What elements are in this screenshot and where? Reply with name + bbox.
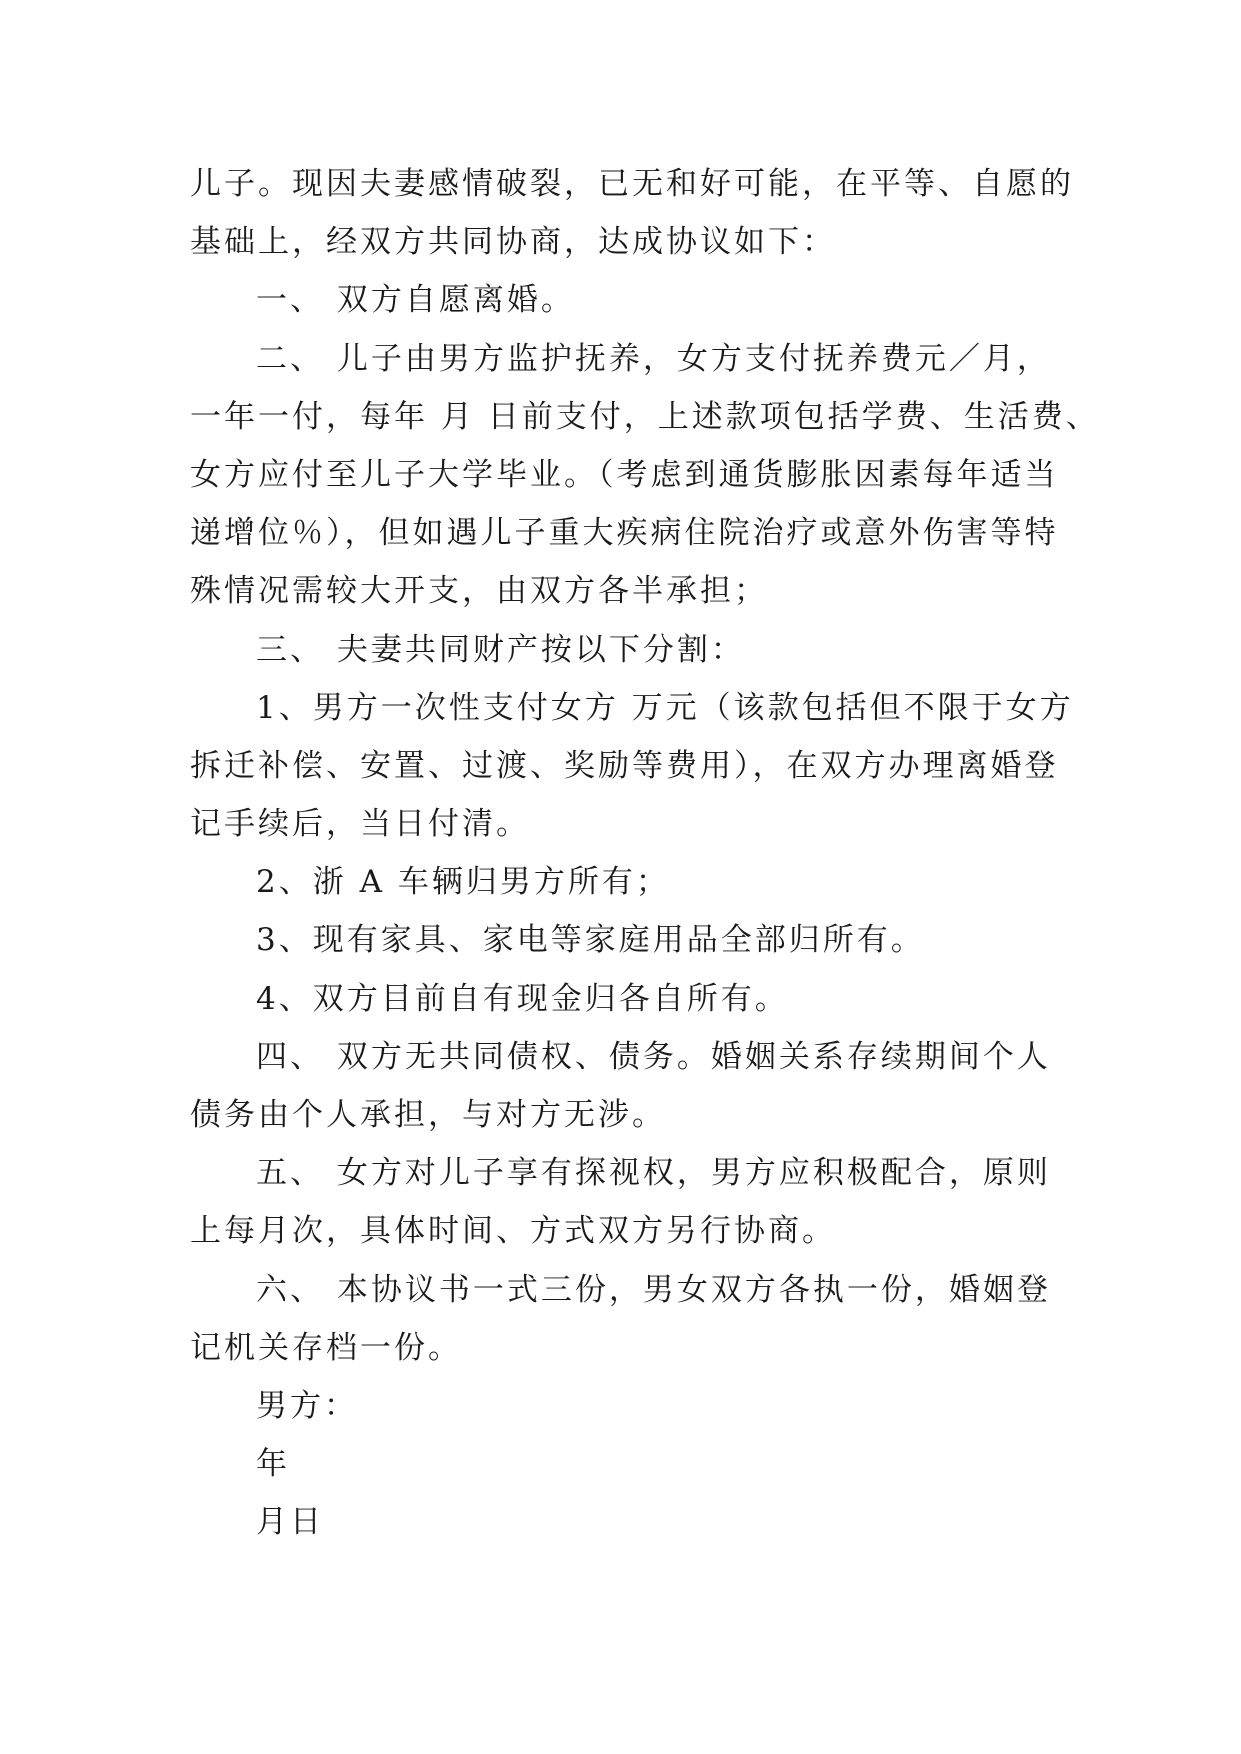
- text-line: 基础上，经双方共同协商，达成协议如下：: [190, 224, 836, 261]
- text-line: 四、 双方无共同债权、债务。婚姻关系存续期间个人: [256, 1038, 1051, 1075]
- text-line: 男方：: [256, 1387, 358, 1424]
- text-line: 债务由个人承担，与对方无涉。: [190, 1097, 666, 1133]
- text-line: 1、男方一次性支付女方 万元（该款包括但不限于女方: [256, 689, 1074, 726]
- text-line: 儿子。现因夫妻感情破裂，已无和好可能，在平等、自愿的: [190, 166, 1074, 202]
- text-line: 六、 本协议书一式三份，男女双方各执一份，婚姻登: [256, 1271, 1051, 1308]
- text-line: 4、双方目前自有现金归各自所有。: [256, 980, 789, 1017]
- text-line: 记机关存档一份。: [190, 1329, 462, 1366]
- text-line: 一年一付，每年 月 日前支付，上述款项包括学费、生活费、: [190, 398, 1100, 435]
- text-line: 拆迁补偿、安置、过渡、奖励等费用），在双方办理离婚登: [190, 747, 1059, 784]
- text-line: 女方应付至儿子大学毕业。（考虑到通货膨胀因素每年适当: [190, 456, 1059, 493]
- text-line: 殊情况需较大开支，由双方各半承担；: [190, 573, 768, 610]
- text-line: 一、 双方自愿离婚。: [256, 282, 575, 319]
- text-line: 递增位％），但如遇儿子重大疾病住院治疗或意外伤害等特: [190, 515, 1059, 552]
- agreement-body: [190, 155, 1100, 1552]
- text-line: 3、现有家具、家电等家庭用品全部归所有。: [256, 922, 925, 959]
- text-line: 记手续后，当日付清。: [190, 806, 530, 843]
- text-line: 月日: [256, 1504, 324, 1541]
- text-line: 2、浙 A 车辆归男方所有；: [256, 864, 670, 901]
- text-line: 三、 夫妻共同财产按以下分割：: [256, 631, 745, 668]
- text-line: 年: [256, 1446, 290, 1483]
- text-line: 五、 女方对儿子享有探视权，男方应积极配合，原则: [256, 1155, 1051, 1192]
- text-line: 二、 儿子由男方监护抚养，女方支付抚养费元／月，: [256, 340, 1051, 377]
- text-line: 上每月次，具体时间、方式双方另行协商。: [190, 1213, 836, 1250]
